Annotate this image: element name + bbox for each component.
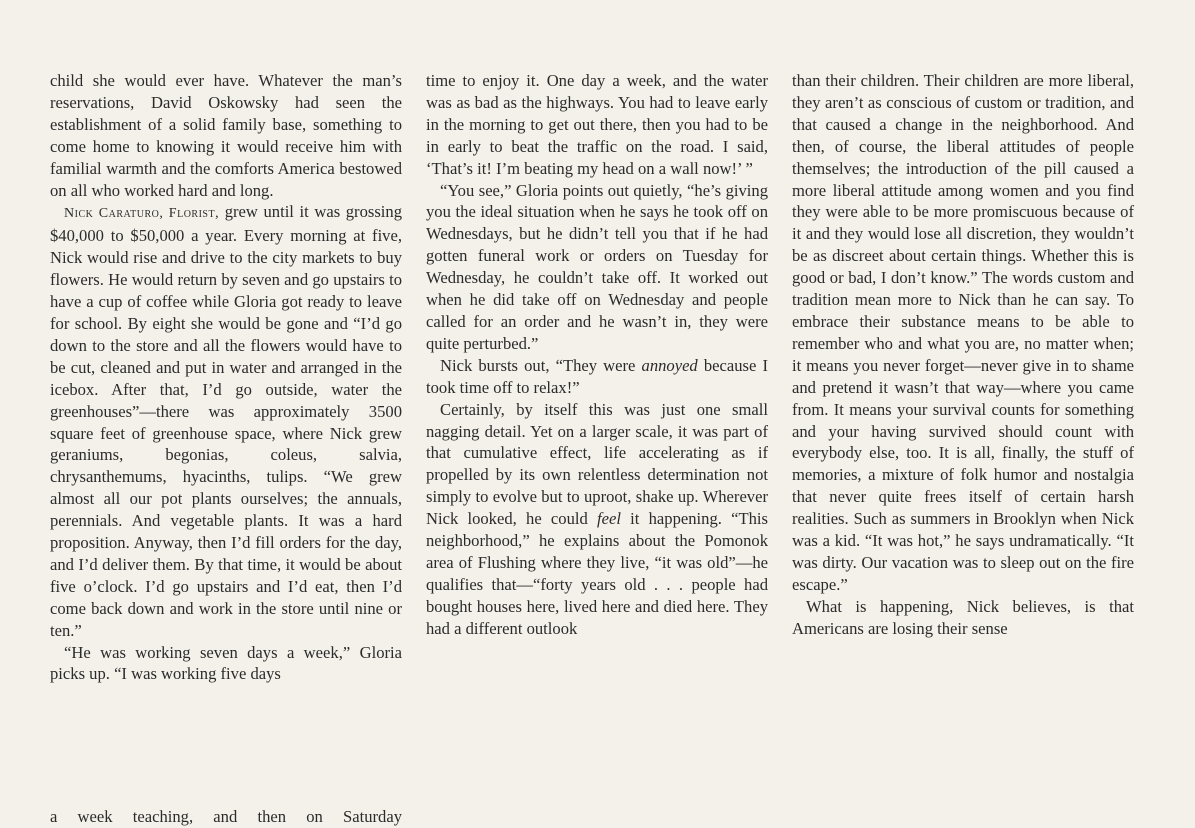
paragraph [426, 70, 768, 180]
section-lead: Nick Caraturo, Florist, [64, 206, 220, 222]
paragraph [792, 70, 1134, 596]
emphasis: annoyed [641, 355, 698, 375]
paragraph-text: it happening. “This neighborhood,” he explains about the Pomonok area of Flushing where they live, “it was old”—he qualifies that—“forty years old . . . people had bought houses here, lived here and died here. They had a different outlook [426, 509, 768, 638]
paragraph-text: grew until it was grossing $40,000 to $50,000 a year. Every morning at five, Nick would rise and drive to the city markets to buy flowers. He would return by seven and go upstairs to have a cup of coffee while Gloria got ready to leave for school. By eight she would be gone and “I’d go down to the store and all the flowers would have to be cut, cleaned and put in water and arranged in the icebox. After that, I’d go outside, water the greenhouses”—there was approximately 3500 square feet of greenhouse space, where Nick grew geraniums, begonias, coleus, salvia, chrysanthemums, hyacinths, tulips. “We grew almost all our pot plants ourselves; the annuals, perennials. And vegetable plants. It was a hard proposition. Anyway, then I’d fill orders for the day, and I’d deliver them. By that time, it would be about five o’clock. I’d go upstairs and I’d eat, then I’d come back down and work in the store until nine or ten.” [50, 202, 403, 640]
paragraph-text: “He was working seven days a week,” Gloria picks up. “I was working five days [50, 642, 402, 684]
paragraph [426, 180, 768, 355]
paragraph-text: child she would ever have. Whatever the man’s reservations, David Oskowsky had seen the establishment of a solid family base, something to come home to knowing it would receive him with familial warmth and the comforts America bestowed on all who worked hard and long. [50, 71, 402, 200]
paragraph-text: What is happening, Nick believes, is that Americans are losing their sense [792, 596, 1134, 638]
cut-off-text: a week teaching, and then on Saturday [50, 807, 402, 826]
paragraph-text: than their children. Their children are more liberal, they aren’t as conscious of custom or tradition, and that caused a change in the neighborhood. And then, of course, the liberal attitudes of people themselves; the introduction of the pill caused a more liberal attitude among women and you find they were able to be more promiscuous because of it and they would lose all discretion, they wouldn’t be as discreet about certain things. Whether this is good or bad, I don’t know.” The words custom and tradition mean more to Nick than he can say. To embrace their substance means to be able to remember who and what you are, no matter when; it means you never forget—never give in to shame and pretend it wasn’t that way—where you came from. It means your survival counts for something and your having survived should count with everybody else, too. It is all, finally, the stuff of memories, a mixture of folk humor and nostalgia that never quite frees itself of certain harsh realities. Such as summers in Brooklyn when Nick was a kid. “It was hot,” he says undramatically. “It was dirty. Our vacation was to sleep out on the fire escape.” [792, 71, 1134, 594]
paragraph [792, 596, 1134, 640]
text-column-middle [426, 70, 768, 640]
paragraph [50, 201, 402, 641]
paragraph [426, 399, 768, 640]
paragraph-text: “You see,” Gloria points out quietly, “he’s giving you the ideal situation when he says he took off on Wednesdays, but he didn’t tell you that if he had gotten funeral work or orders on Tuesday for Wednesday, he couldn’t take off. It worked out when he did take off on Wednesday and people called for an order and he wasn’t in, they were quite perturbed.” [426, 180, 768, 353]
paragraph-text: Nick bursts out, “They were [440, 355, 642, 375]
paragraph-text: time to enjoy it. One day a week, and the water was as bad as the highways. You had to leave early in the morning to get out there, then you had to be in early to beat the traffic on the road. I said, ‘That’s it! I’m beating my head on a wall now!’ ” [426, 71, 768, 178]
cut-off-line [50, 806, 402, 828]
text-column-right [792, 70, 1134, 640]
paragraph [50, 70, 402, 201]
emphasis: feel [597, 509, 621, 529]
paragraph-text: because I took time off to relax!” [426, 355, 768, 397]
text-column-left [50, 70, 402, 685]
paragraph [50, 642, 402, 686]
paragraph [426, 355, 768, 399]
paragraph-text: Certainly, by itself this was just one small nagging detail. Yet on a larger scale, it was part of that cumulative effect, life accelerating as if propelled by its own relentless determination not simply to evolve but to uproot, shake up. Wherever Nick looked, he could [426, 399, 768, 529]
